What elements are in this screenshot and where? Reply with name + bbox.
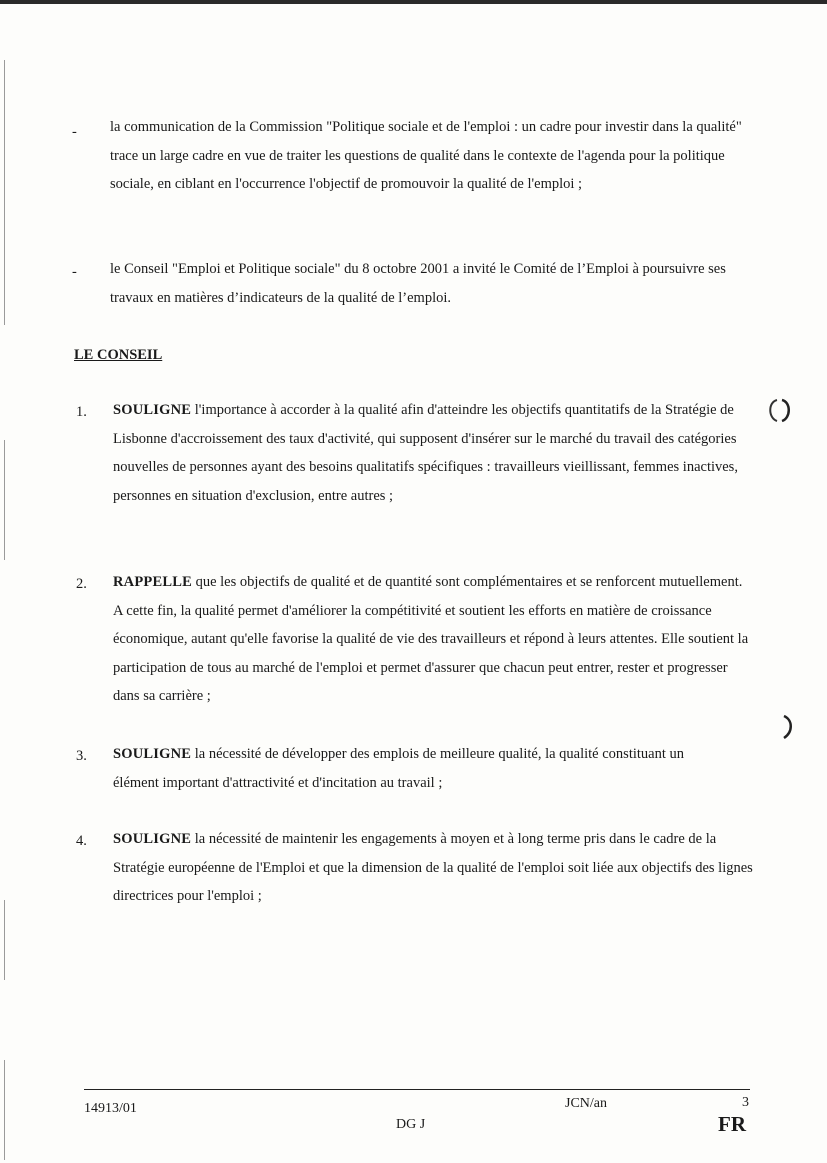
footer-language: FR xyxy=(718,1112,746,1136)
numbered-paragraph xyxy=(113,396,753,510)
numbered-paragraph xyxy=(113,825,753,911)
numbered-paragraph xyxy=(113,568,753,711)
bullet-dash: - xyxy=(72,124,77,140)
footer-dg: DG J xyxy=(396,1117,426,1132)
bullet-paragraph: le Conseil "Emploi et Politique sociale" du 8 octobre 2001 a invité le Comité de l’Emploi à poursuivre ses travaux en matières d’indicateurs de la qualité de l’emploi. xyxy=(110,261,726,306)
footer-page-number: 3 xyxy=(742,1095,749,1110)
item-text: que les objectifs de qualité et de quantité sont complémentaires et se renforcent mutuellement. A cette fin, la qualité permet d'améliorer la compétitivité et soutient les efforts en matière de croissance économique, autant qu'elle favorise la qualité de vie des travailleurs et répond à leurs attentes. Elle soutient la participation de tous au marché de l'emploi et permet d'assurer que chacun peut entrer, rester et progresser dans sa carrière ; xyxy=(113,574,749,704)
punch-hole-mark xyxy=(765,396,795,426)
item-keyword: SOULIGNE xyxy=(113,746,192,762)
footer-rule xyxy=(84,1089,750,1090)
item-text: la nécessité de maintenir les engagements à moyen et à long terme pris dans le cadre de la Stratégie européenne de l'Emploi et que la dimension de la qualité de l'emploi soit liée aux objectifs des lignes directrices pour l'emploi ; xyxy=(113,831,753,904)
item-keyword: SOULIGNE xyxy=(113,831,192,847)
item-text: l'importance à accorder à la qualité afin d'atteindre les objectifs quantitatifs de la Stratégie de Lisbonne d'accroissement des taux d'activité, qui supposent d'insérer sur le marché du travail des catégories nouvelles de personnes ayant des besoins qualitatifs spécifiques : travailleurs vieillissant, femmes inactives, personnes en situation d'exclusion, entre autres ; xyxy=(113,402,738,504)
numbered-paragraph xyxy=(113,740,713,797)
item-number: 4. xyxy=(76,833,87,849)
footer-initials: JCN/an xyxy=(565,1096,607,1111)
item-number: 3. xyxy=(76,748,87,764)
item-number: 2. xyxy=(76,576,87,592)
section-heading: LE CONSEIL xyxy=(74,347,163,363)
item-keyword: SOULIGNE xyxy=(113,402,192,418)
item-text: la nécessité de développer des emplois de meilleure qualité, la qualité constituant un élément important d'attractivité et d'incitation au travail ; xyxy=(113,746,684,791)
punch-hole-mark xyxy=(778,712,798,742)
bullet-paragraph: la communication de la Commission "Politique sociale et de l'emploi : un cadre pour investir dans la qualité" trace un large cadre en vue de traiter les questions de qualité dans le contexte de l'agenda pour la politique sociale, en ciblant en l'occurrence l'objectif de promouvoir la qualité de l'emploi ; xyxy=(110,119,742,192)
bullet-dash: - xyxy=(72,264,77,280)
item-keyword: RAPPELLE xyxy=(113,574,192,590)
item-number: 1. xyxy=(76,404,87,420)
footer-doc-ref: 14913/01 xyxy=(84,1101,137,1116)
